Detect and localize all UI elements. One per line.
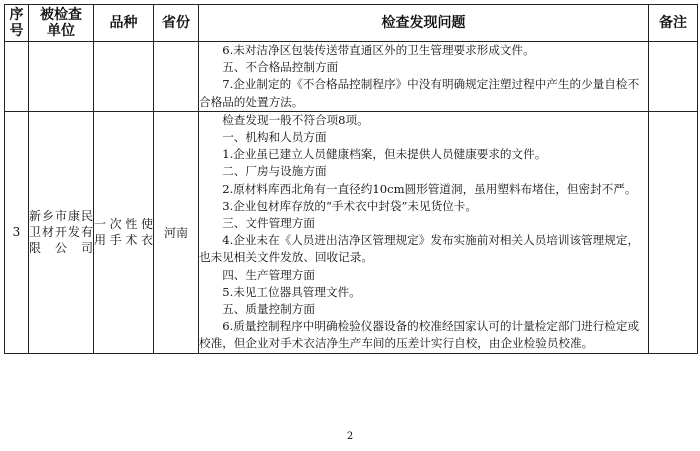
page-number: 2 [346,431,354,442]
table-header-row [5,5,698,42]
inspection-table [4,4,698,354]
remark-cell [649,111,698,353]
finding-line: 6.质量控制程序中明确检验仪器设备的校准经国家认可的计量检定部门进行检定或校准，但企业对手术衣洁净生产车间的压差计实行自校，由企业检验员校准。 [199,319,640,351]
continued-unit-cell [29,42,94,112]
finding-line: 7.企业制定的《不合格品控制程序》中没有明确规定注塑过程中产生的少量自检不合格品的处置方法。 [199,77,640,109]
table-row-continued [5,42,698,112]
finding-line: 四、生产管理方面 [222,267,315,282]
finding-line: 3.企业包材库存放的“手术衣中封袋”未见货位卡。 [222,198,477,213]
finding-line: 五、不合格品控制方面 [222,60,339,75]
findings-cell [199,111,649,353]
finding-line: 三、文件管理方面 [222,216,315,231]
continued-province-cell [154,42,199,112]
finding-line: 一、机构和人员方面 [222,130,327,145]
table-row [5,111,698,353]
header-province: 省份 [154,5,199,42]
header-unit-bottom: 单位 [47,23,75,39]
header-seq-top: 序 [9,7,24,23]
province-cell: 河南 [154,111,199,353]
header-seq [5,5,29,42]
header-unit-top: 被检查 [40,7,82,23]
unit-cell: 新乡市康民卫材开发有限公司 [29,111,94,353]
finding-line: 五、质量控制方面 [222,302,315,317]
header-remark: 备注 [649,5,698,42]
finding-line: 二、厂房与设施方面 [222,164,327,179]
continued-findings-cell [199,42,649,112]
finding-line: 6.未对洁净区包装传送带直通区外的卫生管理要求形成文件。 [222,43,535,57]
seq-cell: 3 [5,111,29,353]
product-cell: 一次性使用手术衣 [94,111,154,353]
header-seq-bottom: 号 [9,23,24,39]
header-product: 品种 [94,5,154,42]
continued-seq-cell [5,42,29,112]
continued-remark-cell [649,42,698,112]
finding-line: 2.原材料库西北角有一直径约10cm圆形管道洞，虽用塑料布堵住，但密封不严。 [222,181,637,196]
finding-line: 检查发现一般不符合项8项。 [222,112,369,127]
finding-line: 5.未见工位器具管理文件。 [222,284,361,299]
continued-product-cell [94,42,154,112]
header-findings: 检查发现问题 [199,5,649,42]
header-unit [29,5,94,42]
finding-line: 1.企业虽已建立人员健康档案，但未提供人员健康要求的文件。 [222,147,547,162]
finding-line: 4.企业未在《人员进出洁净区管理规定》发布实施前对相关人员培训该管理规定，也未见相关文件发放、回收记录。 [199,233,640,265]
